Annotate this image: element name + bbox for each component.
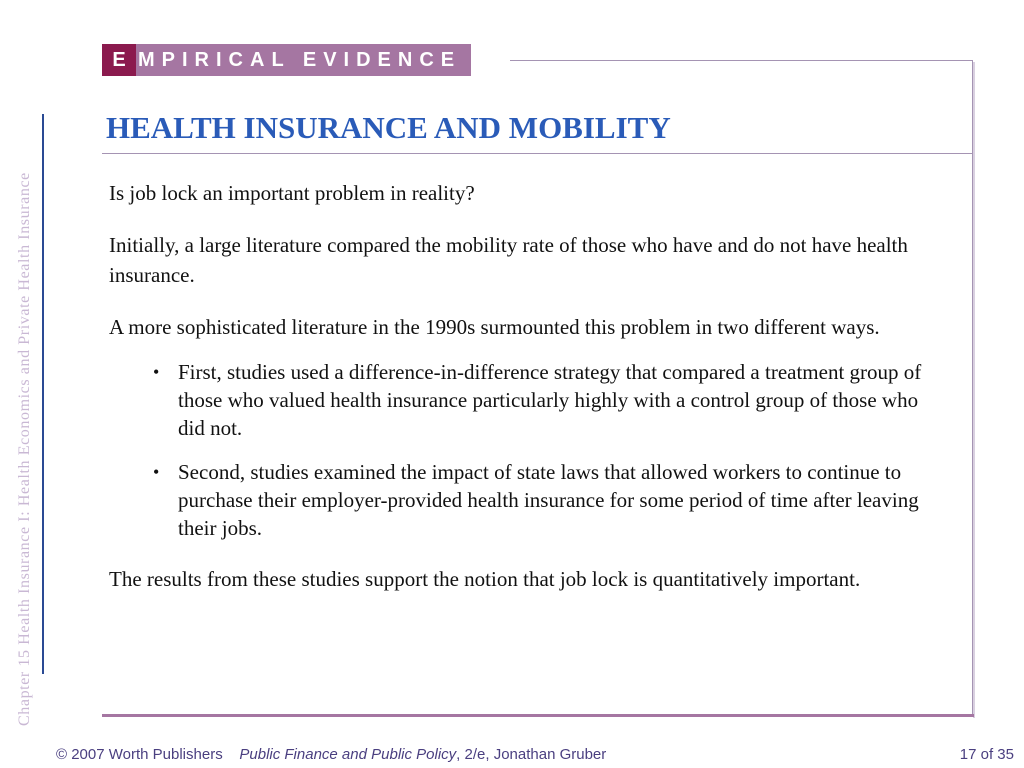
footer-book-title: Public Finance and Public Policy [239, 746, 457, 763]
footer-copyright: © 2007 Worth Publishers [56, 746, 223, 763]
footer [56, 746, 1014, 763]
frame-right-border [972, 60, 973, 716]
bullet-icon: • [153, 462, 160, 482]
paragraph-initial-literature: Initially, a large literature compared the mobility rate of those who have and do not have health insurance. [109, 233, 908, 287]
list-item [149, 358, 949, 442]
chapter-caption: Chapter 15 Health Insurance I: Health Economics and Private Health Insurance [16, 172, 33, 726]
list-item [149, 458, 949, 542]
title-divider [102, 153, 972, 154]
paragraph-question: Is job lock an important problem in reality? [109, 181, 475, 205]
frame-top-border [510, 60, 972, 61]
section-banner-label: MPIRICAL EVIDENCE [136, 44, 471, 76]
bullet-list [109, 358, 949, 542]
bullet-icon: • [153, 362, 160, 382]
slide-title: HEALTH INSURANCE AND MOBILITY [106, 110, 671, 145]
frame-right-shadow [973, 62, 975, 718]
page-number: 17 of 35 [959, 746, 1014, 763]
bullet-text: First, studies used a difference-in-difference strategy that compared a treatment group of those who valued health insurance particularly highly with a control group of those who did not. [178, 360, 922, 440]
paragraph-conclusion: The results from these studies support the notion that job lock is quantitatively important. [109, 567, 861, 591]
side-rule [42, 114, 44, 674]
section-banner [102, 44, 471, 76]
paragraph-sophisticated-literature: A more sophisticated literature in the 1990s surmounted this problem in two different ways. [109, 315, 880, 339]
section-banner-initial: E [102, 44, 136, 76]
bullet-text: Second, studies examined the impact of state laws that allowed workers to continue to purchase their employer-provided health insurance for some period of time after leaving their jobs. [178, 460, 919, 540]
frame-bottom-border [102, 714, 974, 717]
slide-body [109, 178, 949, 616]
footer-book-edition: , 2/e, Jonathan Gruber [456, 746, 607, 763]
